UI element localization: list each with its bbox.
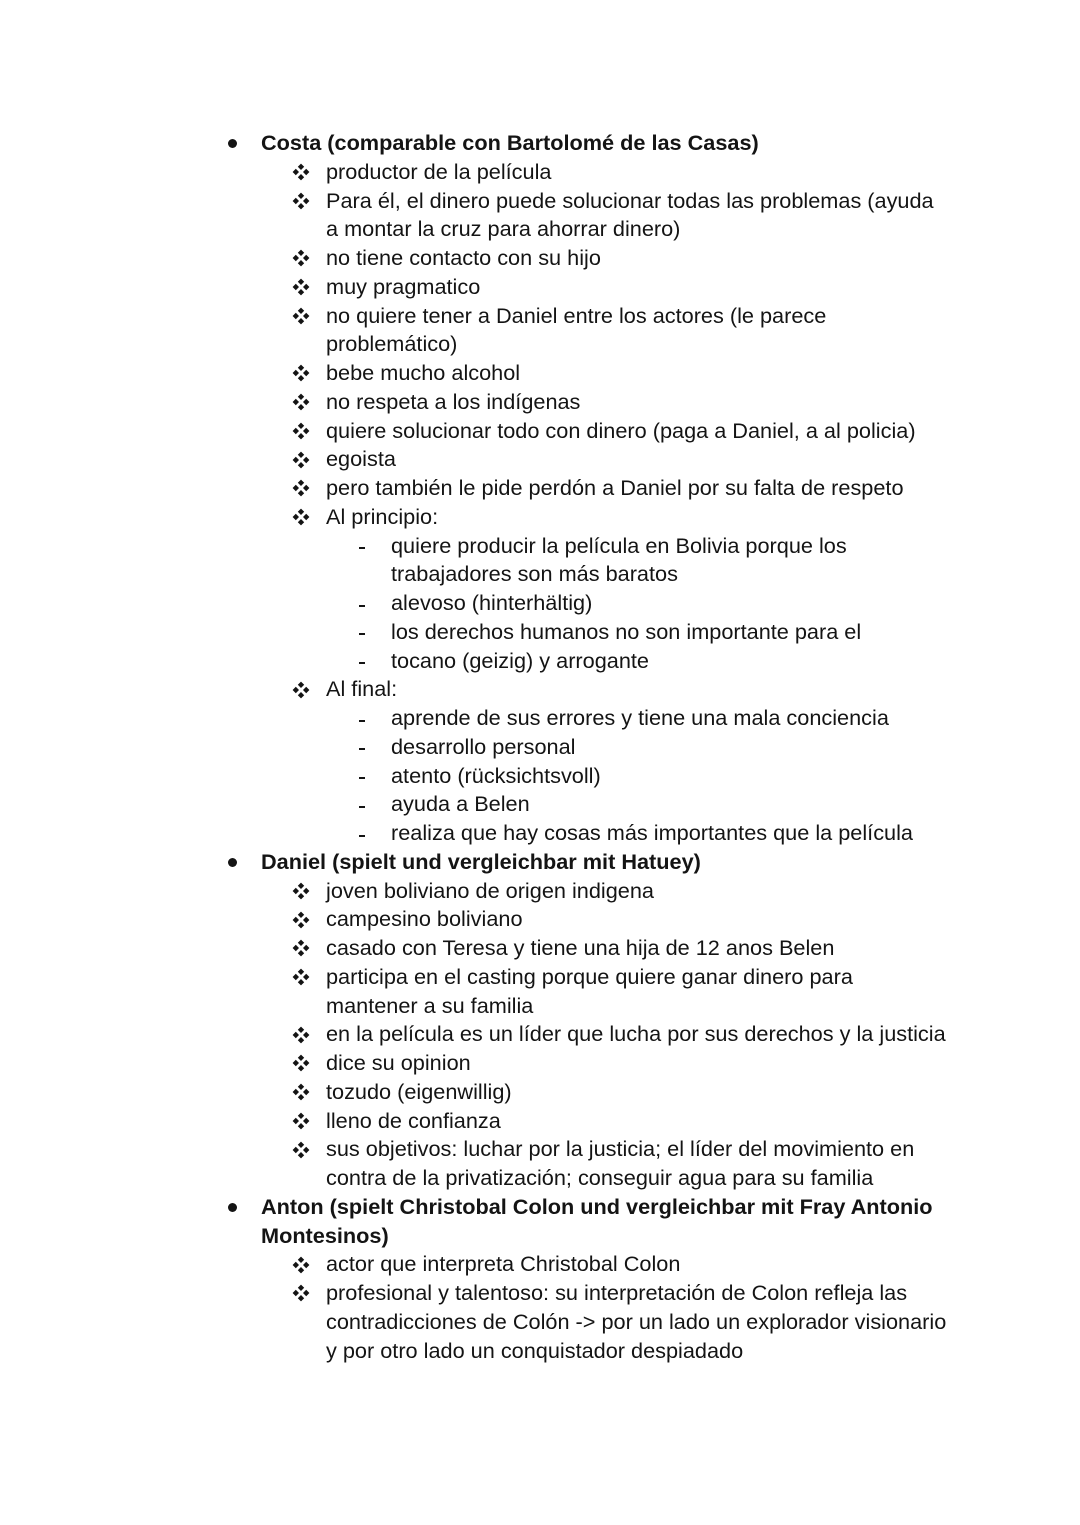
diamond-cluster-icon xyxy=(292,249,310,267)
list-item-text: Al final: xyxy=(326,676,398,702)
list-item-text: dice su opinion xyxy=(326,1050,471,1075)
diamond-cluster-icon xyxy=(292,163,310,181)
sub-list-item xyxy=(326,733,1080,762)
sub-item-list xyxy=(326,704,1080,848)
list-item-text: egoista xyxy=(326,446,396,472)
diamond-cluster-icon xyxy=(292,968,310,986)
diamond-cluster-icon xyxy=(292,1256,310,1274)
sub-item-list xyxy=(326,532,1080,676)
section-heading: Costa (comparable con Bartolomé de las Casas) xyxy=(261,130,759,155)
list-item xyxy=(261,244,1080,273)
dash-icon xyxy=(359,547,365,549)
diamond-cluster-icon xyxy=(292,393,310,411)
diamond-cluster-icon xyxy=(292,882,310,900)
sub-list-item xyxy=(326,790,1080,819)
section-costa xyxy=(0,129,1080,848)
list-item-text: actor que interpreta Christobal Colon xyxy=(326,1251,681,1277)
sub-list-item-text: desarrollo personal xyxy=(391,733,576,759)
list-item xyxy=(261,963,1080,1021)
section-heading: Anton (spielt Christobal Colon und vergleichbar mit Fray Antonio Montesinos) xyxy=(261,1193,933,1248)
list-item xyxy=(261,302,1080,360)
list-item xyxy=(261,359,1080,388)
list-item xyxy=(261,934,1080,963)
filled-circle-icon xyxy=(228,1203,237,1212)
sub-list-item-text: realiza que hay cosas más importantes que la película xyxy=(391,820,913,845)
list-item xyxy=(261,1135,1080,1193)
dash-icon xyxy=(359,835,365,837)
list-item-text: tozudo (eigenwillig) xyxy=(326,1078,512,1104)
diamond-cluster-icon xyxy=(292,508,310,526)
list-item-text: profesional y talentoso: su interpretación de Colon refleja las contradicciones de Colón -> por un lado un explorador visionario y por otro lado un conquistador despiadado xyxy=(326,1280,947,1363)
list-item-text: productor de la película xyxy=(326,158,552,184)
list-item xyxy=(261,445,1080,474)
list-item-text: no respeta a los indígenas xyxy=(326,388,581,414)
dash-icon xyxy=(359,633,365,635)
sub-list-item-text: alevoso (hinterhältig) xyxy=(391,590,593,615)
sub-list-item-text: quiere producir la película en Bolivia porque los trabajadores son más baratos xyxy=(391,532,847,587)
list-item-text: quiere solucionar todo con dinero (paga a Daniel, a al policia) xyxy=(326,417,916,443)
item-list xyxy=(261,158,1080,848)
diamond-cluster-icon xyxy=(292,364,310,382)
diamond-cluster-icon xyxy=(292,681,310,699)
diamond-cluster-icon xyxy=(292,451,310,469)
list-item xyxy=(261,158,1080,187)
list-item-text: joven boliviano de origen indigena xyxy=(326,877,654,903)
item-list xyxy=(261,877,1080,1193)
diamond-cluster-icon xyxy=(292,911,310,929)
list-item-text: no quiere tener a Daniel entre los actores (le parece problemático) xyxy=(326,302,827,357)
list-item xyxy=(261,1049,1080,1078)
list-item-text: sus objetivos: luchar por la justicia; el líder del movimiento en contra de la privatización; conseguir agua para su familia xyxy=(326,1136,915,1190)
dash-icon xyxy=(359,605,365,607)
list-item-al-final xyxy=(261,675,1080,848)
section-heading: Daniel (spielt und vergleichbar mit Hatuey) xyxy=(261,848,701,874)
list-item xyxy=(261,474,1080,503)
diamond-cluster-icon xyxy=(292,939,310,957)
list-item-text: no tiene contacto con su hijo xyxy=(326,245,601,270)
sub-list-item-text: tocano (geizig) y arrogante xyxy=(391,647,649,673)
diamond-cluster-icon xyxy=(292,1054,310,1072)
sub-list-item xyxy=(326,532,1080,590)
list-item-text: bebe mucho alcohol xyxy=(326,360,521,385)
filled-circle-icon xyxy=(228,139,237,148)
list-item-text: lleno de confianza xyxy=(326,1107,501,1133)
list-item xyxy=(261,1020,1080,1049)
list-item-text: muy pragmatico xyxy=(326,273,481,299)
list-item-text: participa en el casting porque quiere ganar dinero para mantener a su familia xyxy=(326,963,853,1018)
list-item xyxy=(261,1107,1080,1136)
sub-list-item-text: los derechos humanos no son importante para el xyxy=(391,618,862,644)
dash-icon xyxy=(359,662,365,664)
filled-circle-icon xyxy=(228,858,237,867)
list-item-text: Para él, el dinero puede solucionar todas las problemas (ayuda a montar la cruz para ahorrar dinero) xyxy=(326,187,934,242)
diamond-cluster-icon xyxy=(292,1141,310,1159)
diamond-cluster-icon xyxy=(292,1284,310,1302)
sub-list-item xyxy=(326,762,1080,791)
diamond-cluster-icon xyxy=(292,422,310,440)
sub-list-item-text: ayuda a Belen xyxy=(391,791,530,817)
dash-icon xyxy=(359,720,365,722)
list-item-al-principio xyxy=(261,503,1080,676)
section-daniel xyxy=(0,848,1080,1193)
diamond-cluster-icon xyxy=(292,479,310,497)
list-item xyxy=(261,417,1080,446)
list-item xyxy=(261,187,1080,245)
list-item xyxy=(261,1279,1080,1365)
sub-list-item-text: atento (rücksichtsvoll) xyxy=(391,762,601,788)
diamond-cluster-icon xyxy=(292,307,310,325)
diamond-cluster-icon xyxy=(292,278,310,296)
list-item xyxy=(261,273,1080,302)
sub-list-item xyxy=(326,647,1080,676)
diamond-cluster-icon xyxy=(292,1083,310,1101)
sub-list-item xyxy=(326,819,1080,848)
list-item xyxy=(261,1078,1080,1107)
list-item-text: casado con Teresa y tiene una hija de 12 anos Belen xyxy=(326,935,835,960)
sub-list-item xyxy=(326,704,1080,733)
item-list xyxy=(261,1250,1080,1365)
list-item xyxy=(261,388,1080,417)
section-list xyxy=(0,129,1080,1365)
list-item-text: Al principio: xyxy=(326,503,439,529)
diamond-cluster-icon xyxy=(292,1112,310,1130)
list-item xyxy=(261,877,1080,906)
list-item-text: en la película es un líder que lucha por sus derechos y la justicia xyxy=(326,1021,946,1047)
section-anton xyxy=(0,1193,1080,1366)
list-item xyxy=(261,1250,1080,1279)
sub-list-item xyxy=(326,589,1080,618)
sub-list-item xyxy=(326,618,1080,647)
list-item xyxy=(261,905,1080,934)
diamond-cluster-icon xyxy=(292,192,310,210)
list-item-text: pero también le pide perdón a Daniel por su falta de respeto xyxy=(326,475,904,500)
diamond-cluster-icon xyxy=(292,1026,310,1044)
list-item-text: campesino boliviano xyxy=(326,906,523,932)
dash-icon xyxy=(359,748,365,750)
dash-icon xyxy=(359,806,365,808)
dash-icon xyxy=(359,777,365,779)
sub-list-item-text: aprende de sus errores y tiene una mala conciencia xyxy=(391,705,889,730)
